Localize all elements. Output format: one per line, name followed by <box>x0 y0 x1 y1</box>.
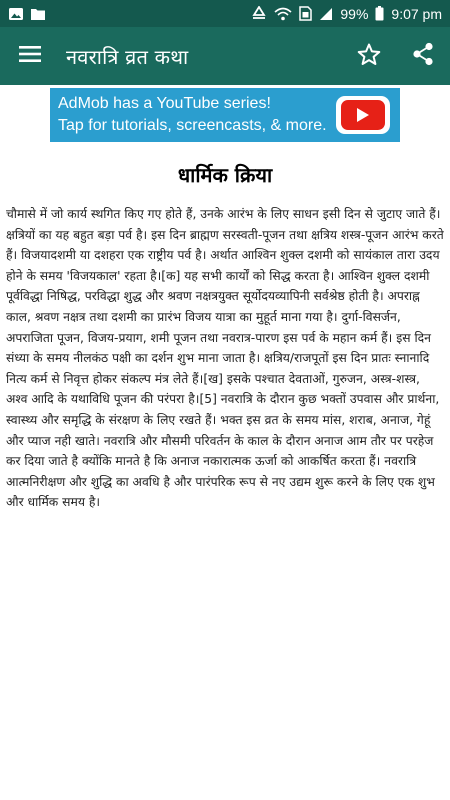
star-icon <box>357 43 381 70</box>
app-actions <box>342 27 450 85</box>
ad-line-1: AdMob has a YouTube series! <box>58 95 271 112</box>
article-content <box>0 155 450 513</box>
menu-button[interactable] <box>0 27 60 85</box>
article-title: धार्मिक क्रिया <box>177 163 273 187</box>
wifi-icon <box>274 7 292 21</box>
play-button-shape <box>341 100 385 130</box>
ad-banner[interactable] <box>50 88 400 142</box>
recycle-icon <box>251 6 267 21</box>
signal-icon <box>319 7 333 21</box>
app-title: नवरात्रि व्रत कथा <box>66 44 189 69</box>
article-body: चौमासे में जो कार्य स्थगित किए गए होते हैं, उनके आरंभ के लिए साधन इसी दिन से जुटाए जाते हैं। क्षत्रियों का यह बहुत बड़ा पर्व है। इस दिन ब्राह्मण सरस्वती-पूजन तथा क्षत्रिय शस्त्र-पूजन आरंभ करते हैं। विजयादशमी या दशहरा एक राष्ट्रीय पर्व है। अर्थात आश्विन शुक्ल दशमी को सायंकाल तारा उदय होने के समय 'विजयकाल' रहता है।[क] यह सभी कार्यों को सिद्ध करता है। आश्विन शुक्ल दशमी पूर्वविद्धा निषिद्ध, परविद्धा शुद्ध और श्रवण नक्षत्रयुक्त सूर्योदयव्यापिनी सर्वश्रेष्ठ होती है। अपराह्न काल, श्रवण नक्षत्र तथा दशमी का प्रारंभ विजय यात्रा का मुहूर्त माना गया है। दुर्गा-विसर्जन, अपराजिता पूजन, विजय-प्रयाग, शमी पूजन तथा नवरात्र-पारण इस पर्व के महान कर्म हैं। इस दिन संध्या के समय नीलकंठ पक्षी का दर्शन शुभ माना जाता है। क्षत्रिय/राजपूतों इस दिन प्रातः स्नानादि नित्य कर्म से निवृत्त होकर संकल्प मंत्र लेते हैं।[ख] इसके पश्चात देवताओं, गुरुजन, अस्त्र-शस्त्र, अश्व आदि के यथाविधि पूजन की परंपरा है।[5] नवरात्रि के दौरान कुछ भक्तों उपवास और प्रार्थना, स्वास्थ्य और समृद्धि के संरक्षण के लिए रखते हैं। भक्त इस व्रत के समय मांस, शराब, अनाज, गेहूं और प्याज नही खाते। नवरात्रि और मौसमी परिवर्तन के काल के दौरान अनाज आम तौर पर परहेज कर दिया जाते है क्योंकि मानते है कि अनाज नकारात्मक ऊर्जा को आकर्षित करता हैं। नवरात्रि आत्मनिरीक्षण और शुद्धि का अवधि है और पारंपरिक रूप से नए उद्यम शुरू करने के लिए एक शुभ और धार्मिक समय है। <box>6 207 444 510</box>
status-time: 9:07 pm <box>391 5 442 22</box>
ad-text <box>50 93 330 137</box>
share-button[interactable] <box>396 27 450 85</box>
battery-icon <box>375 6 384 21</box>
battery-percent: 99% <box>340 5 369 22</box>
photo-icon <box>8 7 24 21</box>
status-bar <box>0 0 450 27</box>
share-icon <box>412 42 434 70</box>
sim-icon <box>299 6 312 21</box>
menu-icon <box>19 45 41 67</box>
youtube-play-icon <box>336 96 390 134</box>
status-right-icons <box>251 6 442 22</box>
ad-line-2: Tap for tutorials, screencasts, & more. <box>58 117 327 134</box>
status-left-icons <box>8 7 46 21</box>
folder-icon <box>30 7 46 21</box>
favorite-button[interactable] <box>342 27 396 85</box>
app-bar <box>0 27 450 85</box>
